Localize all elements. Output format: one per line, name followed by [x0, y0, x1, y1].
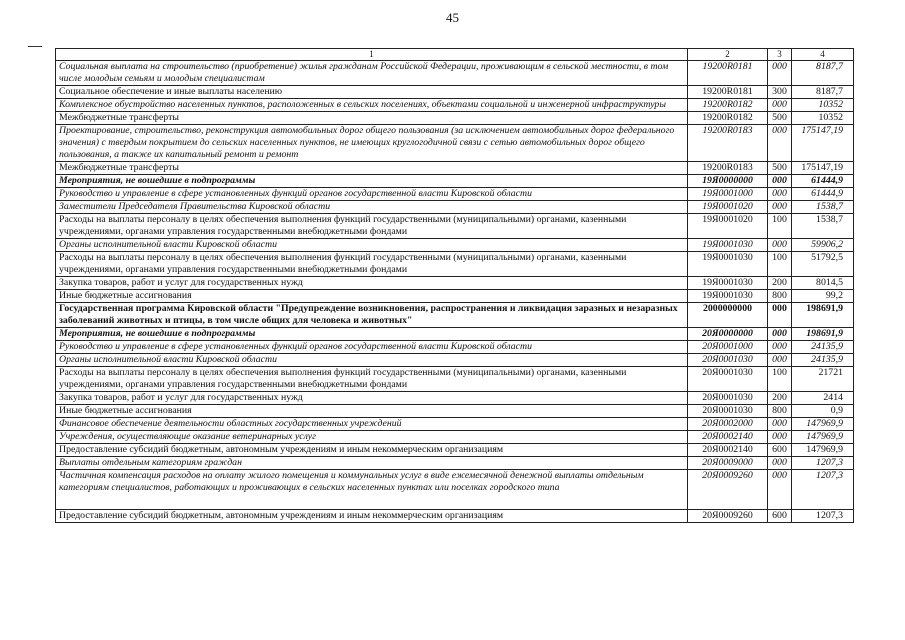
row-expense-type: 000 [768, 328, 792, 341]
table-row [56, 214, 854, 239]
row-amount: 61444,9 [792, 175, 854, 188]
row-description: Проектирование, строительство, реконструкция автомобильных дорог общего пользования (за исключением автомобильных дорог федерального значения) с твердым покрытием до сельских населенных пунктов, не имеющих круглогодичной связи с сетью автомобильных дорог общего пользования, а также их капитальный ремонт и ремонт [56, 125, 688, 162]
row-description: Выплаты отдельным категориям граждан [56, 457, 688, 470]
row-code: 19Я0001030 [688, 252, 768, 277]
margin-mark [28, 46, 42, 47]
row-expense-type: 000 [768, 470, 792, 510]
row-description: Заместители Председателя Правительства Кировской области [56, 201, 688, 214]
row-description: Иные бюджетные ассигнования [56, 290, 688, 303]
row-amount: 0,9 [792, 405, 854, 418]
row-code: 20Я0009000 [688, 457, 768, 470]
row-code: 19200R0183 [688, 162, 768, 175]
row-amount: 175147,19 [792, 162, 854, 175]
row-description: Закупка товаров, работ и услуг для государственных нужд [56, 277, 688, 290]
row-code: 20Я0001030 [688, 367, 768, 392]
row-amount: 198691,9 [792, 328, 854, 341]
row-code: 19200R0182 [688, 99, 768, 112]
row-code: 20Я0000000 [688, 328, 768, 341]
row-code: 19Я0001030 [688, 239, 768, 252]
row-amount: 8014,5 [792, 277, 854, 290]
row-expense-type: 200 [768, 392, 792, 405]
table-row [56, 61, 854, 86]
row-expense-type: 600 [768, 510, 792, 523]
row-code: 19Я0001030 [688, 277, 768, 290]
row-description: Финансовое обеспечение деятельности областных государственных учреждений [56, 418, 688, 431]
column-header-2: 2 [688, 49, 768, 61]
row-description: Предоставление субсидий бюджетным, автономным учреждениям и иным некоммерческим организациям [56, 444, 688, 457]
row-code: 2000000000 [688, 303, 768, 328]
row-amount: 24135,9 [792, 354, 854, 367]
table-body [56, 49, 854, 523]
row-description: Комплексное обустройство населенных пунктов, расположенных в сельских поселениях, объектами социальной и инженерной инфраструктуры [56, 99, 688, 112]
row-amount: 1207,3 [792, 510, 854, 523]
row-amount: 2414 [792, 392, 854, 405]
row-amount: 10352 [792, 99, 854, 112]
table-row [56, 175, 854, 188]
row-code: 20Я0002140 [688, 444, 768, 457]
table-row [56, 392, 854, 405]
row-code: 20Я0009260 [688, 510, 768, 523]
row-code: 19200R0181 [688, 86, 768, 99]
table-row [56, 252, 854, 277]
row-expense-type: 000 [768, 188, 792, 201]
table-row [56, 112, 854, 125]
table-row [56, 162, 854, 175]
table-row [56, 354, 854, 367]
row-amount: 1538,7 [792, 214, 854, 239]
row-description: Органы исполнительной власти Кировской области [56, 239, 688, 252]
row-code: 20Я0001030 [688, 354, 768, 367]
row-amount: 99,2 [792, 290, 854, 303]
row-code: 20Я0009260 [688, 470, 768, 510]
row-expense-type: 600 [768, 444, 792, 457]
row-expense-type: 000 [768, 431, 792, 444]
row-expense-type: 300 [768, 86, 792, 99]
row-code: 20Я0001000 [688, 341, 768, 354]
row-description: Предоставление субсидий бюджетным, автономным учреждениям и иным некоммерческим организациям [56, 510, 688, 523]
table-row [56, 418, 854, 431]
row-description: Расходы на выплаты персоналу в целях обеспечения выполнения функций государственными (муниципальными) органами, казенными учреждениями, органами управления государственными внебюджетными фондами [56, 214, 688, 239]
row-code: 20Я0002140 [688, 431, 768, 444]
row-code: 19Я0001030 [688, 290, 768, 303]
row-code: 19200R0181 [688, 61, 768, 86]
row-expense-type: 000 [768, 201, 792, 214]
row-expense-type: 500 [768, 112, 792, 125]
row-amount: 61444,9 [792, 188, 854, 201]
table-row [56, 470, 854, 510]
row-code: 19Я0001000 [688, 188, 768, 201]
row-code: 19Я0001020 [688, 201, 768, 214]
row-description: Частичная компенсация расходов на оплату жилого помещения и коммунальных услуг в виде ежемесячной денежной выплаты отдельным категориям специалистов, работающих и проживающих в сельских населенных пунктах или поселках городского типа [56, 470, 688, 510]
row-code: 20Я0001030 [688, 405, 768, 418]
budget-table [55, 48, 854, 523]
table-row [56, 188, 854, 201]
table-row [56, 201, 854, 214]
row-description: Межбюджетные трансферты [56, 112, 688, 125]
table-row [56, 367, 854, 392]
table-row [56, 341, 854, 354]
row-description: Государственная программа Кировской области "Предупреждение возникновения, распространения и ликвидация заразных и незаразных заболеваний животных и птицы, в том числе общих для человека и животных" [56, 303, 688, 328]
row-code: 19Я0000000 [688, 175, 768, 188]
table-row [56, 277, 854, 290]
row-code: 19Я0001020 [688, 214, 768, 239]
table-row [56, 328, 854, 341]
row-amount: 24135,9 [792, 341, 854, 354]
table-row [56, 303, 854, 328]
column-header-3: 3 [768, 49, 792, 61]
table-row [56, 457, 854, 470]
row-description: Социальная выплата на строительство (приобретение) жилья гражданам Российской Федерации, проживающим в сельской местности, в том числе молодым семьям и молодым специалистам [56, 61, 688, 86]
row-amount: 198691,9 [792, 303, 854, 328]
table-row [56, 431, 854, 444]
table-row [56, 99, 854, 112]
row-amount: 59906,2 [792, 239, 854, 252]
row-code: 20Я0002000 [688, 418, 768, 431]
row-code: 19200R0182 [688, 112, 768, 125]
row-amount: 175147,19 [792, 125, 854, 162]
row-expense-type: 000 [768, 418, 792, 431]
row-expense-type: 000 [768, 354, 792, 367]
table-row [56, 444, 854, 457]
row-description: Мероприятия, не вошедшие в подпрограммы [56, 175, 688, 188]
row-expense-type: 000 [768, 175, 792, 188]
row-amount: 1207,3 [792, 470, 854, 510]
row-description: Руководство и управление в сфере установленных функций органов государственной власти Кировской области [56, 188, 688, 201]
row-description: Мероприятия, не вошедшие в подпрограммы [56, 328, 688, 341]
row-expense-type: 200 [768, 277, 792, 290]
row-amount: 10352 [792, 112, 854, 125]
table-header-row [56, 49, 854, 61]
row-expense-type: 000 [768, 125, 792, 162]
row-code: 19200R0183 [688, 125, 768, 162]
row-description: Расходы на выплаты персоналу в целях обеспечения выполнения функций государственными (муниципальными) органами, казенными учреждениями, органами управления государственными внебюджетными фондами [56, 367, 688, 392]
row-expense-type: 000 [768, 61, 792, 86]
row-expense-type: 100 [768, 214, 792, 239]
column-header-1: 1 [56, 49, 688, 61]
row-expense-type: 000 [768, 341, 792, 354]
row-amount: 8187,7 [792, 86, 854, 99]
row-expense-type: 000 [768, 99, 792, 112]
row-expense-type: 800 [768, 405, 792, 418]
row-description: Социальное обеспечение и иные выплаты населению [56, 86, 688, 99]
row-amount: 147969,9 [792, 418, 854, 431]
row-code: 20Я0001030 [688, 392, 768, 405]
row-amount: 8187,7 [792, 61, 854, 86]
table-row [56, 239, 854, 252]
row-description: Иные бюджетные ассигнования [56, 405, 688, 418]
row-description: Закупка товаров, работ и услуг для государственных нужд [56, 392, 688, 405]
row-expense-type: 100 [768, 367, 792, 392]
page-number: 45 [446, 10, 459, 25]
row-amount: 147969,9 [792, 444, 854, 457]
row-description: Органы исполнительной власти Кировской области [56, 354, 688, 367]
row-amount: 1538,7 [792, 201, 854, 214]
row-description: Учреждения, осуществляющие оказание ветеринарных услуг [56, 431, 688, 444]
row-expense-type: 800 [768, 290, 792, 303]
row-expense-type: 000 [768, 303, 792, 328]
row-description: Руководство и управление в сфере установленных функций органов государственной власти Кировской области [56, 341, 688, 354]
row-expense-type: 000 [768, 457, 792, 470]
row-description: Межбюджетные трансферты [56, 162, 688, 175]
table-row [56, 510, 854, 523]
row-amount: 51792,5 [792, 252, 854, 277]
table-row [56, 405, 854, 418]
table-row [56, 290, 854, 303]
column-header-4: 4 [792, 49, 854, 61]
table-row [56, 125, 854, 162]
row-expense-type: 000 [768, 239, 792, 252]
row-expense-type: 500 [768, 162, 792, 175]
table-row [56, 86, 854, 99]
row-description: Расходы на выплаты персоналу в целях обеспечения выполнения функций государственными (муниципальными) органами, казенными учреждениями, органами управления государственными внебюджетными фондами [56, 252, 688, 277]
row-amount: 1207,3 [792, 457, 854, 470]
row-amount: 147969,9 [792, 431, 854, 444]
row-expense-type: 100 [768, 252, 792, 277]
row-amount: 21721 [792, 367, 854, 392]
